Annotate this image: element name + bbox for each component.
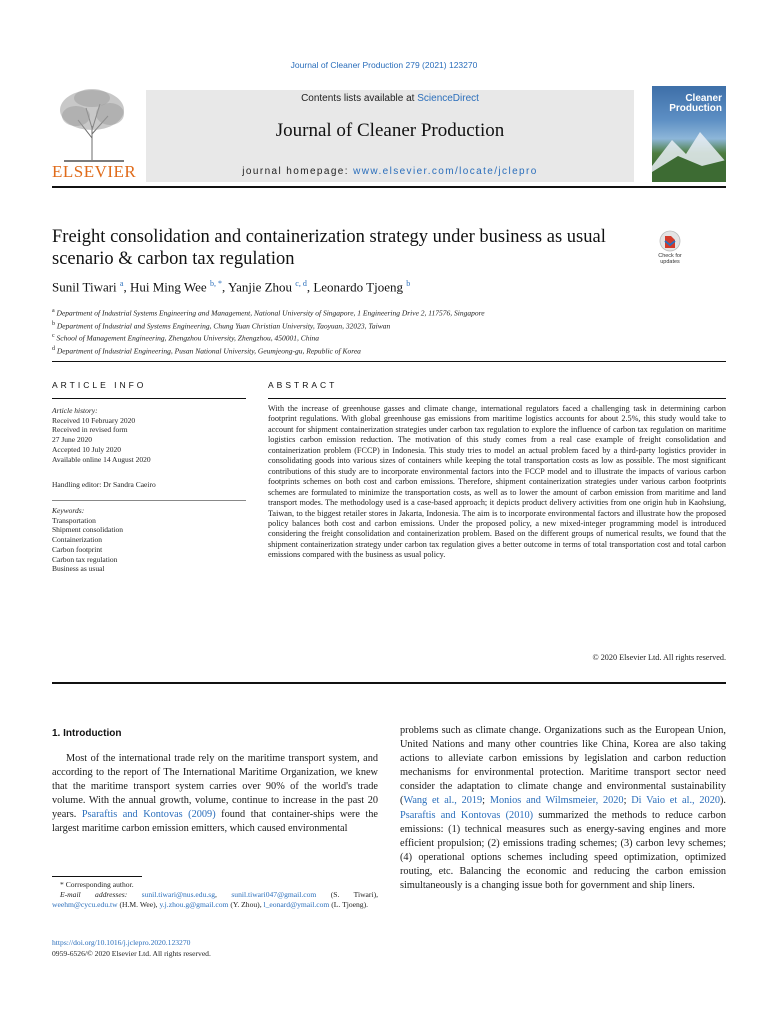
affiliations bbox=[52, 306, 732, 356]
intro-right-column: problems such as climate change. Organizations such as the European Union, United Nations and many other countries like China, Korea are also taking actions to alleviate carbon emissions by legislation and carbon reduction mechanisms for environmental protection. Maritime transport sector need consider the adaptation to climate change and environmental sustainability (Wang et al., 2019; Monios and Wilmsmeier, 2020; Di Vaio et al., 2020). Psaraftis and Kontovas (2010) summarized the methods to reduce carbon emissions: (1) technical measures such as energy-saving engines and more efficient propulsion; (2) emissions trading schemes; (3) carbon levy schemes; (4) operational options schemes including speed optimization, optimized routing, etc. Balancing the economic and reducing the carbon emission simultaneously is a changing issue both for government and ship liners. bbox=[400, 725, 727, 892]
elsevier-logo bbox=[52, 86, 136, 182]
article-info-rule bbox=[52, 398, 246, 399]
keyword: Shipment consolidation bbox=[52, 525, 124, 535]
journal-title: Journal of Cleaner Production bbox=[275, 120, 505, 141]
contents-prefix: Contents lists available at bbox=[301, 93, 418, 104]
citation-link[interactable]: Psaraftis and Kontovas (2010) bbox=[400, 809, 534, 821]
abstract-rule bbox=[268, 398, 726, 399]
history-item: Accepted 10 July 2020 bbox=[52, 444, 121, 454]
history-label: Article history: bbox=[52, 406, 98, 415]
paper-title: Freight consolidation and containerization strategy under business as usual scenario & carbon tax regulation bbox=[52, 227, 606, 269]
affiliation: $^d$ Department of Industrial Engineering, Pusan National University, Geumjeong-gu, Republic of Korea bbox=[52, 345, 361, 355]
article-history bbox=[52, 406, 248, 464]
issn-line: 0959-6526/© 2020 Elsevier Ltd. All rights reserved. bbox=[52, 948, 211, 958]
homepage-prefix: journal homepage: bbox=[242, 166, 354, 177]
keywords bbox=[52, 506, 248, 574]
author-list: Sunil Tiwari $^a$, Hui Ming Wee $^{b, *}$, Yanjie Zhou $^{c, d}$, Leonardo Tjoeng $^b$ bbox=[52, 279, 411, 295]
doi-block bbox=[52, 938, 211, 959]
affiliation: $^b$ Department of Industrial and Systems Engineering, Chung Yuan Christian University, Taoyuan, 32023, Taiwan bbox=[52, 320, 391, 330]
email-link[interactable]: y.j.zhou.g@gmail.com bbox=[159, 900, 229, 910]
footnote-rule bbox=[52, 876, 142, 877]
header-rule bbox=[52, 186, 726, 188]
author-sup[interactable]: c, d bbox=[295, 279, 307, 288]
author-sup[interactable]: b, * bbox=[209, 279, 222, 288]
contents-line bbox=[146, 93, 634, 104]
author-sup[interactable]: a bbox=[119, 279, 124, 288]
homepage-line bbox=[146, 166, 634, 177]
abstract-text: With the increase of greenhouse gasses and climate change, international regulators faced a challenging task in determining carbon footprint regulations. With global greenhouse gas emissions from maritime logistics accounts for about 2.5%, this study would take to account for shipment containerization strategies under carbon tax regulation to explore the influence of carbon tax regulation on maritime logistics carbon emission reduction. The motivation of this study comes from a real case example of freight consolidation and containerization problem (FCCP) in Indonesia. This study tries to model an actual problem faced by a third-party logistics provider in consolidating goods into various sizes of containers while keeping the total transportation costs as low as possible. The most significant contributions of this study are to incorporate environmental factors into the FCCP model and to illustrate the impacts of various carbon footprints schemes on both cost and carbon emissions. Therefore, shipment containerization strategies under various carbon footprints schemes are formulated to minimize the transportation costs, as well as to lower the amount of carbon emission from maritime and land transport modes. The methodology used is a case-based approach; it depicts product delivery activities from one origin hub in Kaohsiung, Taiwan, to the biggest retailer stores in Jakarta, Indonesia. The aim is to incorporate environmental factors and illustrate how the proposed policy balances both cost and carbon emissions. Under the proposed policy, a new mixed-integer programming model is introduced considering the freight consolidation and containerization problem. Based on the different groups of numerical results, we found that the shipment containerization strategy under carbon tax regulation gives a better outcome in terms of total transportation cost and total carbon emissions compared with the business as usual policy. bbox=[268, 404, 726, 560]
intro-left-column: Most of the international trade rely on the maritime transport system, and according to the report of The International Maritime Organization, we knew that the maritime transport system carries over 90% of the world's trade volume. With the annual growth, volume, continue to increase in the past 20 years. Psaraftis and Kontovas (2009) found that container-ships were the largest maritime carbon emission emitters, which caused environmental bbox=[52, 753, 378, 835]
journal-citation[interactable]: Journal of Cleaner Production 279 (2021) 123270 bbox=[290, 60, 478, 70]
keywords-label: Keywords: bbox=[52, 506, 85, 515]
article-info-heading: ARTICLE INFO bbox=[52, 380, 147, 390]
keyword: Carbon footprint bbox=[52, 544, 103, 554]
keyword: Carbon tax regulation bbox=[52, 554, 118, 564]
check-updates-icon bbox=[652, 229, 688, 253]
keyword: Business as usual bbox=[52, 564, 105, 574]
email-link[interactable]: weehm@cycu.edu.tw bbox=[52, 900, 118, 910]
doi-link[interactable]: https://doi.org/10.1016/j.jclepro.2020.123270 bbox=[52, 938, 191, 947]
check-updates-label: Check for updates bbox=[658, 253, 682, 265]
sciencedirect-link[interactable]: ScienceDirect bbox=[417, 93, 479, 104]
corresponding-author-note: * Corresponding author. bbox=[60, 880, 134, 889]
email-link[interactable]: sunil.tiwari047@gmail.com bbox=[231, 890, 317, 900]
history-item: 27 June 2020 bbox=[52, 435, 92, 445]
abstract-bottom-rule bbox=[52, 682, 726, 684]
history-item: Available online 14 August 2020 bbox=[52, 454, 151, 464]
keyword: Containerization bbox=[52, 535, 102, 545]
author-name[interactable]: Hui Ming Wee bbox=[129, 279, 207, 295]
introduction-heading: 1. Introduction bbox=[52, 728, 122, 739]
cover-title: Cleaner Production bbox=[669, 93, 722, 114]
homepage-link[interactable]: www.elsevier.com/locate/jclepro bbox=[353, 166, 538, 177]
citation-link[interactable]: Psaraftis and Kontovas (2009) bbox=[81, 809, 216, 821]
citation-link[interactable]: Di Vaio et al., 2020 bbox=[631, 795, 720, 807]
email-link[interactable]: sunil.tiwari@nus.edu.sg bbox=[141, 890, 216, 900]
journal-header-box bbox=[146, 90, 634, 182]
abstract-copyright: © 2020 Elsevier Ltd. All rights reserved. bbox=[592, 653, 726, 662]
journal-cover-image bbox=[652, 86, 726, 182]
author-name[interactable]: Leonardo Tjoeng bbox=[313, 279, 403, 295]
email-link[interactable]: l_eonard@ymail.com bbox=[263, 900, 330, 910]
handling-editor: Handling editor: Dr Sandra Caeiro bbox=[52, 480, 156, 489]
keyword: Transportation bbox=[52, 515, 96, 525]
author-name[interactable]: Yanjie Zhou bbox=[227, 279, 293, 295]
citation-link[interactable]: Monios and Wilmsmeier, 2020 bbox=[489, 795, 624, 807]
email-label: E-mail addresses: bbox=[60, 890, 128, 900]
affiliation: $^a$ Department of Industrial Systems Engineering and Management, National University of Singapore, 1 Engineering Drive 2, 117576, Singapore bbox=[52, 308, 485, 318]
check-for-updates-badge[interactable] bbox=[652, 229, 688, 265]
mountain-icon bbox=[652, 126, 726, 182]
footnote: * Corresponding author. E-mail addresses: sunil.tiwari@nus.edu.sg, sunil.tiwari047@gmail.com (S. Tiwari), weehm@cycu.edu.tw (H.M. Wee), y.j.zhou.g@gmail.com (Y. Zhou), l_eonard@ymail.com (L. Tjoeng). bbox=[52, 880, 378, 910]
abstract-heading: ABSTRACT bbox=[268, 380, 338, 390]
author-sup[interactable]: b bbox=[406, 279, 411, 288]
section-rule bbox=[52, 361, 726, 362]
affiliation: $^c$ School of Management Engineering, Zhengzhou University, Zhengzhou, 450001, China bbox=[52, 333, 320, 343]
history-item: Received in revised form bbox=[52, 425, 128, 435]
elsevier-wordmark: ELSEVIER bbox=[52, 162, 137, 181]
tree-icon bbox=[52, 86, 136, 164]
history-item: Received 10 February 2020 bbox=[52, 415, 136, 425]
author-name[interactable]: Sunil Tiwari bbox=[52, 279, 117, 295]
citation-link[interactable]: Wang et al., 2019 bbox=[403, 795, 483, 807]
keywords-rule bbox=[52, 500, 246, 501]
